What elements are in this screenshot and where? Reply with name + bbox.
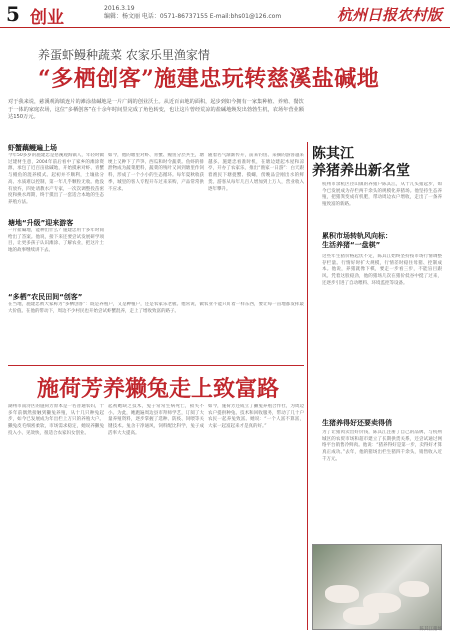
pig-farm-photo (312, 544, 442, 630)
story2-column-1: 湖州市南浔区的施荷芳原本是一名普通农妇，十多年前偶然接触到獭兔养殖，从十几只种兔起步，如今已发展成为年出栏上万只的养殖大户。獭兔皮毛细密柔软，市场需求稳定，她说养獭兔投入小、见效快，很适合农家妇女创业。 (8, 404, 104, 436)
masthead (0, 0, 450, 28)
sidebar-head-1: 累积市场转轨风向标： 生活养猪“一盘棋” (322, 232, 392, 249)
pig-shape (343, 607, 379, 625)
story1-section-head-1: 虾蟹藕鳗遍上场 (8, 144, 57, 152)
sidebar-column-2: 为了让猪肉卖出好价钱，陈其江注册了自己的品牌，与杭州城区的农贸市场和超市建立了长期供货关系，还尝试通过网络平台销售冷鲜肉。他说：“猪养得好是第一步，卖得好才算真正成功。”去年，他的猪场出栏生猪四千余头，销售收入近千万元。 (322, 430, 442, 462)
story1-lead: 对于我来说，慈溪观海镇连片的滩涂盐碱地是一片广阔的创业沃土。从近百亩地的面积，起步到如今拥有一家集种植、养殖、餐饮于一体的家庭农场，这位“多栖创客”在十余年时间里完成了角色转变，也让这片曾经荒凉的盐碱地焕发出勃勃生机，农场年营业额达150万元。 (8, 99, 304, 120)
pig-shape (399, 581, 429, 597)
story2-column-3: 如今，施荷芳还成立了獭兔养殖合作社，为周边农户提供种兔、技术和回收服务，带动了几十户农民一起养兔致富。她说：“一个人富不算富，大家一起富起来才是真的好。” (208, 404, 304, 430)
sidebar-intro: 杭州市余杭区径山镇的养猪户陈其江，从十几头猪起步，如今已发展成为存栏两千余头的规模化养猪场。他坚持生态养殖，把猪粪变成有机肥，带动周边农户增收，走出了一条养殖致富的新路。 (322, 182, 442, 208)
paper-name: 杭州日报农村版 (336, 6, 442, 24)
page-number: 5 (6, 2, 20, 26)
masthead-info (104, 5, 281, 21)
story1-headline: “多栖创客”施建忠玩转慈溪盐碱地 (38, 66, 380, 92)
story2-column-2: 起初她缺乏技术，兔子常常生病死亡，损失不小。为此，她跑遍周边县市拜师学艺，订阅了大量养殖资料，逐步掌握了选种、防疫、饲喂等关键技术。兔舍干净通风，饲料配比科学，兔子成活率大大提高。 (108, 404, 204, 436)
story1-column-3: 随着名气渐渐传开，前来钓鱼、采摘的游客越来越多。施建忠看准时机，在塘边建起木屋和凉亭，开办了农家乐，推出“渔家一日游”：白天跟着渔民下塘捉蟹、摸螺，傍晚品尝刚出水的鲜货。游客从每年几百人增加到上万人，营业收入逐年攀升。 (208, 153, 304, 192)
section-title: 创业 (30, 8, 64, 28)
sidebar-head-2: 生猪养得好还要卖得俏 (322, 419, 392, 427)
story1-section-head-2: 塘地“升级”迎来游客 (8, 219, 74, 227)
story1-column-4: 一片盐碱地，能种出什么？施建忠用十多年时间给出了答案。他说，接下来还要尝试发展研学项目，让更多孩子认识滩涂、了解农业，把这片土地的故事继续讲下去。 (8, 228, 104, 254)
story1-column-1: 今年50多岁的施建忠是慈溪观海镇人，年轻时做过建材生意，2004年前后看中了家乡的滩涂资源，承包了近百亩盐碱地，开始摸索对虾、青蟹与鳗鱼的混养模式。起初并不顺利，土壤盐分高、水质难以控制，第一年几乎颗粒无收。他没有放弃，四处请教水产专家，一次次调整投苗密度和换水周期，终于摸出了一套适合本地的生态养殖方法。 (8, 153, 104, 205)
sidebar-column-1: 这些年生猪价格起伏不定，陈其江始终坚持按市场行情调整存栏量。行情好时扩大规模，行情差时稳住母猪、控制成本。他说，养猪就像下棋，要走一步看三步，不能盲目跟风。凭着这股稳劲，他的猪场几次在猪价低谷中挺了过来，还逐步引进了自动喂料、环境监控等设备。 (322, 254, 442, 286)
masthead-date: 2016.3.19 (104, 5, 135, 12)
story-divider (8, 365, 304, 366)
photo-caption: 陈其江猪场 (419, 627, 442, 632)
story1-subheading: 养蛋虾鳗种蔬菜 农家乐里渔家情 (38, 48, 210, 62)
story1-section-head-3: “多栖”农民田间“创客” (8, 293, 83, 301)
sidebar-title: 陈其江 养猪养出新名堂 (312, 146, 410, 179)
story1-column-2: 如今，他的塘里对虾、青蟹、鳗鱼分层共生，塘埂上又种下了芦笋、西瓜和时令蔬菜。鱼虾的排泄物成为蔬菜肥料，蔬菜的残叶又回到塘里作饲料，形成了一个小小的生态循环。每年夏秋收获季，城里的客人专程开车过来采购，产品常常供不应求。 (108, 153, 204, 192)
masthead-contact: 编辑：杨文丽 电话：0571-86737155 E-mail:bhs01@126.com (104, 13, 282, 20)
story2-headline: 施荷芳养獭兔走上致富路 (36, 376, 279, 402)
pig-shape (325, 585, 359, 603)
story1-column-5: 在当地，施建忠被大家称为“多栖创客”：既是养殖户，又是种植户，还是农家乐老板。他常说，做农业不能只盯着一样东西，要让每一亩地都发挥最大价值。在他的带动下，周边不少村民也开始尝试虾蟹混养，走上了增收致富的路子。 (8, 302, 304, 314)
